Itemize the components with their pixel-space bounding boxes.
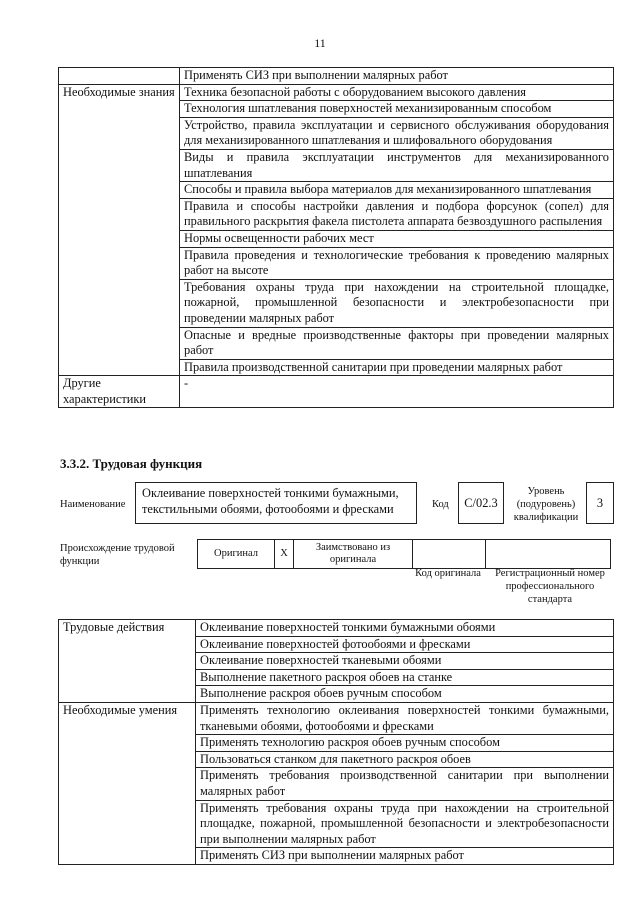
- knowledge-item: Правила проведения и технологические требования к проведению малярных работ на высоте: [180, 247, 614, 279]
- knowledge-item: Нормы освещенности рабочих мест: [180, 230, 614, 247]
- knowledge-item: Техника безопасной работы с оборудованием высокого давления: [180, 84, 614, 101]
- knowledge-item: Правила и способы настройки давления и подбора форсунок (сопел) для правильного раскрытия факела пистолета аппарата безвоздушного распыления: [180, 198, 614, 230]
- origin-mark: X: [275, 540, 294, 569]
- knowledge-item: Требования охраны труда при нахождении на строительной площадке, пожарной, промышленной безопасности и электробезопасности при проведении малярных работ: [180, 279, 614, 327]
- other-characteristics-value: -: [180, 376, 614, 408]
- skill-item: Применять технологию раскроя обоев ручным способом: [196, 735, 614, 752]
- code-value: C/02.3: [458, 482, 504, 524]
- actions-label: Трудовые действия: [59, 620, 196, 703]
- action-item: Оклеивание поверхностей тканевыми обоями: [196, 653, 614, 670]
- origin-table: [197, 539, 611, 569]
- original-code-caption: Код оригинала: [415, 568, 481, 579]
- origin-label: Происхождение трудовой функции: [60, 543, 175, 567]
- knowledge-item: Опасные и вредные производственные факторы при проведении малярных работ: [180, 327, 614, 359]
- table-row: [198, 540, 611, 569]
- knowledge-item: Способы и правила выбора материалов для механизированного шпатлевания: [180, 182, 614, 199]
- table-row: [59, 376, 614, 408]
- knowledge-item: Виды и правила эксплуатации инструментов для механизированного шпатлевания: [180, 149, 614, 181]
- code-label: Код: [432, 499, 449, 510]
- action-item: Оклеивание поверхностей тонкими бумажными обоями: [196, 620, 614, 637]
- action-item: Выполнение пакетного раскроя обоев на станке: [196, 669, 614, 686]
- other-characteristics-label: Другие характеристики: [59, 376, 180, 408]
- action-item: Выполнение раскроя обоев ручным способом: [196, 686, 614, 703]
- table-row: [59, 620, 614, 637]
- registration-number-caption: Регистрационный номер профессионального стандарта: [495, 568, 605, 605]
- table-row: [59, 68, 614, 85]
- skill-item: Пользоваться станком для пакетного раскроя обоев: [196, 751, 614, 768]
- name-label: Наименование: [60, 499, 126, 510]
- knowledge-item: Технология шпатлевания поверхностей механизированным способом: [180, 101, 614, 118]
- table-row: [59, 84, 614, 101]
- empty-label-cell: [59, 68, 180, 85]
- level-value: 3: [586, 482, 614, 524]
- origin-original: Оригинал: [198, 540, 275, 569]
- section-title: 3.3.2. Трудовая функция: [60, 456, 203, 471]
- table-row: [59, 702, 614, 734]
- origin-reg-cell: [486, 540, 611, 569]
- skill-item: Применять требования охраны труда при нахождении на строительной площадке, пожарной, промышленной безопасности и электробезопасности при выполнении малярных работ: [196, 800, 614, 848]
- page-number: 11: [314, 36, 326, 50]
- knowledge-item: Устройство, правила эксплуатации и сервисного обслуживания оборудования для механизированного шпатлевания и шлифовального оборудования: [180, 117, 614, 149]
- skills-label: Необходимые умения: [59, 702, 196, 864]
- actions-table: [58, 619, 614, 865]
- level-label: Уровень (подуровень) квалификации: [513, 486, 579, 523]
- origin-code-cell: [413, 540, 486, 569]
- origin-borrowed: Заимствовано из оригинала: [294, 540, 413, 569]
- skill-item: Применять СИЗ при выполнении малярных работ: [196, 848, 614, 865]
- knowledge-label: Необходимые знания: [59, 84, 180, 376]
- table-cell: Применять СИЗ при выполнении малярных работ: [180, 68, 614, 85]
- skill-item: Применять технологию оклеивания поверхностей тонкими бумажными, тканевыми обоями, фотообоями и фресками: [196, 702, 614, 734]
- name-value: Оклеивание поверхностей тонкими бумажными, текстильными обоями, фотообоями и фресками: [135, 482, 417, 524]
- action-item: Оклеивание поверхностей фотообоями и фресками: [196, 636, 614, 653]
- skill-item: Применять требования производственной санитарии при выполнении малярных работ: [196, 768, 614, 800]
- knowledge-item: Правила производственной санитарии при проведении малярных работ: [180, 359, 614, 376]
- knowledge-table: [58, 67, 614, 408]
